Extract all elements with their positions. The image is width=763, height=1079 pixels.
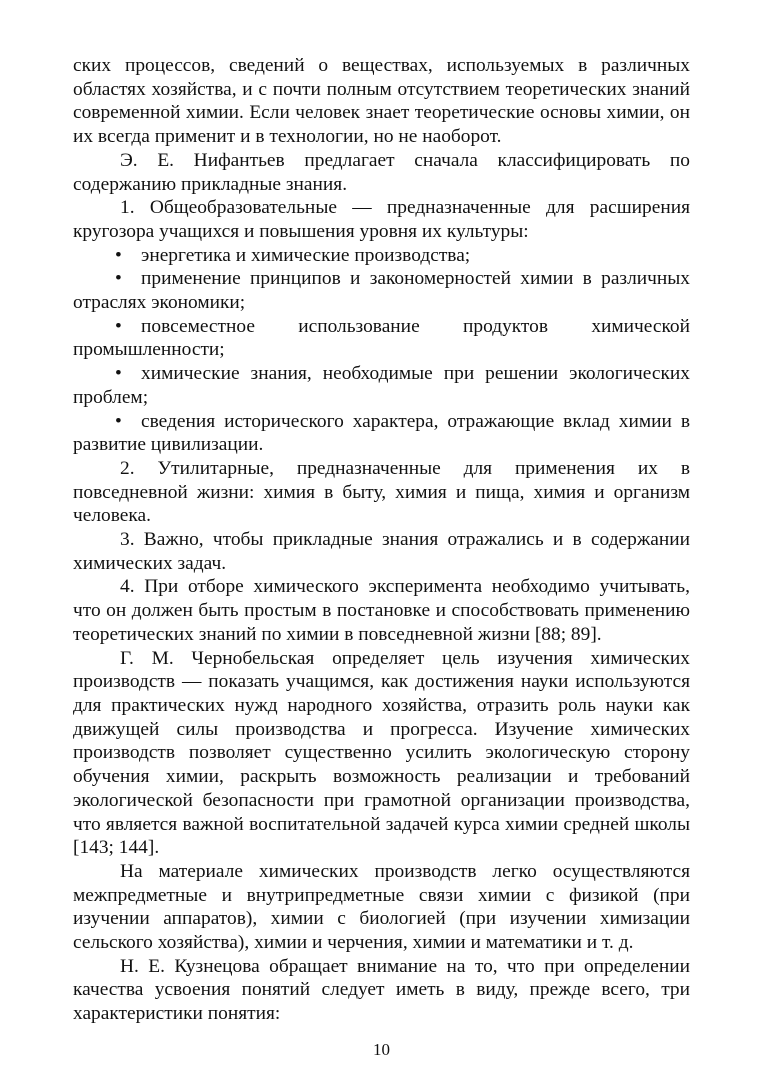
paragraph-nifantyev: Э. Е. Нифантьев предлагает сначала классифицировать по содержанию прикладные знания. [73, 149, 690, 195]
list-item [73, 267, 690, 314]
paragraph-kuznetsova: Н. Е. Кузнецова обращает внимание на то, что при определении качества усвоения понятий следует иметь в виду, прежде всего, три характеристики понятия: [73, 955, 690, 1025]
paragraph-utilitarian: 2. Утилитарные, предназначенные для применения их в повседневной жизни: химия в быту, химия и пища, химия и организм человека. [73, 457, 690, 527]
paragraph-interdisciplinary: На материале химических производств легко осуществляются межпредметные и внутрипредметные связи химии с физикой (при изучении аппаратов), химии с биологией (при изучении химизации сельского хозяйства), химии и черчения, химии и математики и т. д. [73, 860, 690, 954]
list-item [73, 362, 690, 409]
paragraph-continuation: ских процессов, сведений о веществах, используемых в различных областях хозяйства, и с почти полным отсутствием теоретических знаний современной химии. Если человек знает теоретические основы химии, он их всегда применит и в технологии, но не наоборот. [73, 55, 690, 148]
page-number: 10 [373, 1040, 390, 1059]
list-item-text: энергетика и химические производства; [141, 244, 471, 266]
paragraph-chernobelskaya: Г. М. Чернобельская определяет цель изучения химических производств — показать учащимся, как достижения науки используются для практических нужд народного хозяйства, отразить роль науки как движущей силы производства и прогресса. Изучение химических производств позволяет существенно усилить экологическую сторону обучения химии, раскрыть возможность реализации и требований экологической безопасности при грамотной организации производства, что является важной воспитательной задачей курса химии средней школы [143; 144]. [73, 647, 690, 859]
list-item [73, 315, 690, 362]
paragraph-experiment: 4. При отборе химического эксперимента необходимо учитывать, что он должен быть простым в постановке и способствовать применению теоретических знаний по химии в повседневной жизни [88; 89]. [73, 576, 690, 645]
list-item-text: применение принципов и закономерностей химии в различных отраслях экономики; [73, 268, 690, 314]
paragraph-general-education: 1. Общеобразовательные — предназначенные для расширения кругозора учащихся и повышения уровня их культуры: [73, 197, 690, 242]
bullet-icon: • [115, 315, 122, 337]
bullet-icon: • [115, 244, 122, 266]
page-body [73, 54, 690, 1026]
bullet-icon: • [115, 410, 122, 432]
list-item [73, 410, 690, 457]
list-item [73, 244, 690, 268]
list-item-text: повсеместное использование продуктов химической промышленности; [73, 315, 690, 361]
list-item-text: химические знания, необходимые при решении экологических проблем; [73, 363, 690, 408]
bullet-icon: • [115, 268, 122, 290]
list-item-text: сведения исторического характера, отражающие вклад химии в развитие цивилизации. [73, 410, 690, 456]
bullet-icon: • [115, 363, 122, 385]
paragraph-tasks: 3. Важно, чтобы прикладные знания отражались и в содержании химических задач. [73, 529, 690, 574]
